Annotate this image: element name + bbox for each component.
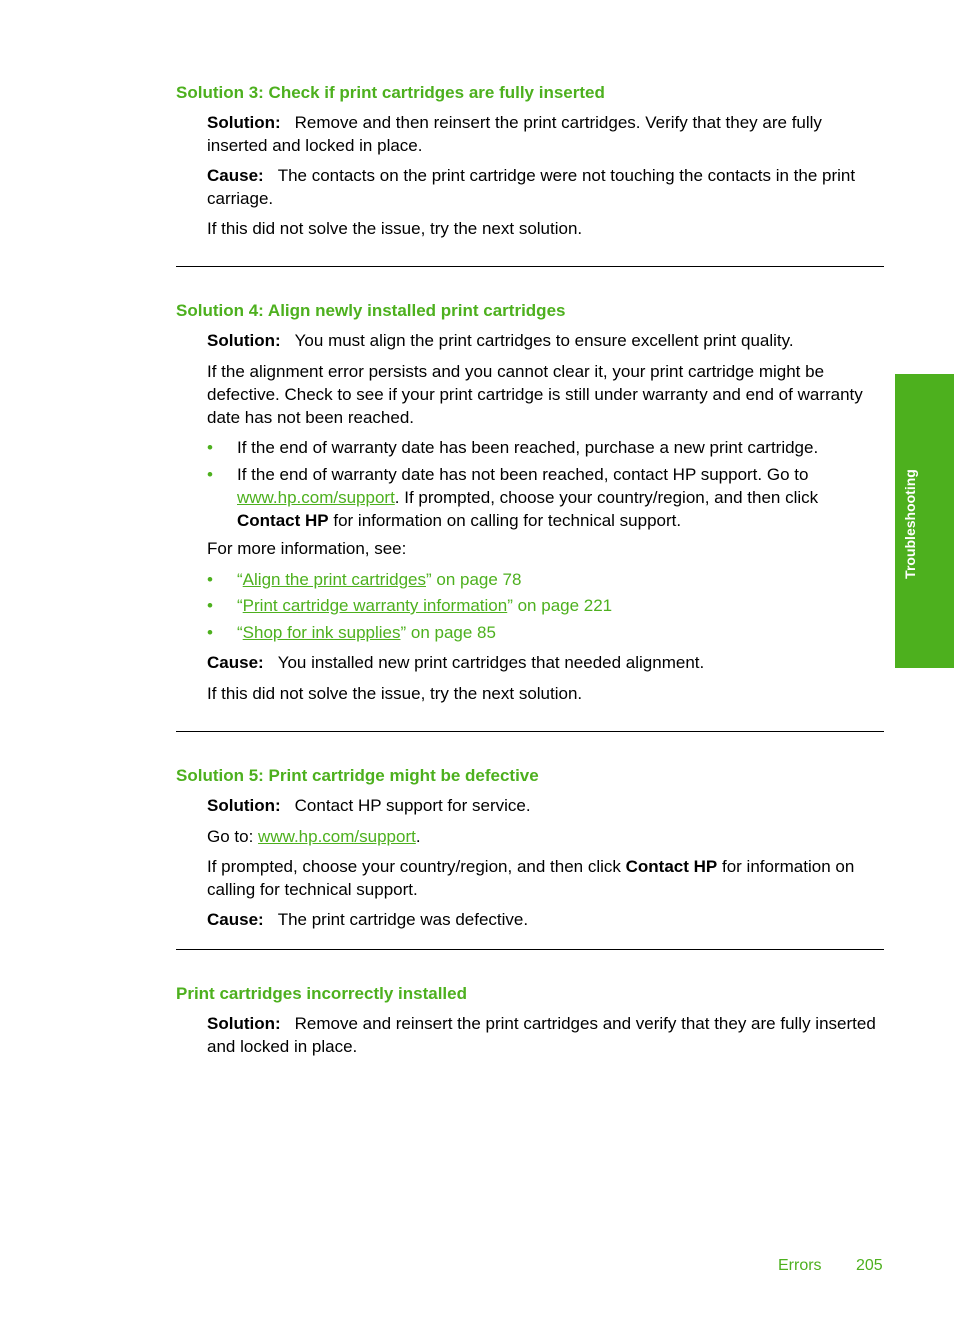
reference-page: ” on page 85 <box>400 623 496 642</box>
reference-text <box>237 568 877 591</box>
solution-4-solution <box>207 329 883 352</box>
cause-text: The print cartridge was defective. <box>277 910 529 929</box>
bullet-text-post: for information on calling for technical support. <box>333 511 682 530</box>
solution-5-prompted <box>207 855 883 901</box>
solution-text: You must align the print cartridges to ensure excellent print quality. <box>294 331 794 350</box>
solution-4-heading: Solution 4: Align newly installed print cartridges <box>176 301 566 320</box>
solution-4-next: If this did not solve the issue, try the next solution. <box>207 684 583 703</box>
solution-5-goto <box>207 825 883 848</box>
bullet-icon: • <box>207 596 213 615</box>
bullet-icon: • <box>207 623 213 642</box>
solution-label: Solution: <box>207 1014 281 1033</box>
solution-3-cause <box>207 164 883 210</box>
solution-label: Solution: <box>207 331 281 350</box>
warranty-info-link[interactable]: Print cartridge warranty information <box>242 596 508 615</box>
contact-hp-bold: Contact HP <box>237 511 329 530</box>
solution-label: Solution: <box>207 113 281 132</box>
prompted-pre: If prompted, choose your country/region, and then click <box>207 857 621 876</box>
cause-text: The contacts on the print cartridge were not touching the contacts in the print carriage. <box>207 166 856 208</box>
bullet-text-mid: . If prompted, choose your country/region, and then click <box>394 488 819 507</box>
solution-text: Remove and reinsert the print cartridges and verify that they are fully inserted and locked in place. <box>207 1014 876 1056</box>
shop-ink-link[interactable]: Shop for ink supplies <box>242 623 401 642</box>
cause-text: You installed new print cartridges that needed alignment. <box>277 653 705 672</box>
section-divider <box>176 731 884 732</box>
hp-support-link[interactable]: www.hp.com/support <box>258 827 416 846</box>
reference-text <box>237 594 877 617</box>
footer-section-name: Errors <box>778 1257 822 1274</box>
solution-3-heading: Solution 3: Check if print cartridges are fully inserted <box>176 83 605 102</box>
cause-label: Cause: <box>207 910 264 929</box>
solution-4-cause <box>207 651 883 674</box>
side-tab-label: Troubleshooting <box>902 469 918 579</box>
bullet-icon: • <box>207 465 213 484</box>
goto-label: Go to: <box>207 827 254 846</box>
quote-open: “ <box>237 596 243 615</box>
quote-open: “ <box>237 570 243 589</box>
reference-text <box>237 621 877 644</box>
cause-label: Cause: <box>207 166 264 185</box>
more-info-text: For more information, see: <box>207 539 407 558</box>
solution-3-solution <box>207 111 883 157</box>
prompted-post: for information on calling for technical support. <box>207 857 855 899</box>
cause-label: Cause: <box>207 653 264 672</box>
bullet-text-pre: If the end of warranty date has not been reached, contact HP support. Go to <box>237 465 809 484</box>
bullet-icon: • <box>207 570 213 589</box>
quote-open: “ <box>237 623 243 642</box>
section-divider <box>176 949 884 950</box>
incorrectly-installed-solution <box>207 1012 883 1058</box>
solution-5-heading: Solution 5: Print cartridge might be defective <box>176 766 539 785</box>
page-number: 205 <box>856 1257 883 1274</box>
solution-text: Contact HP support for service. <box>294 796 531 815</box>
goto-period: . <box>415 827 421 846</box>
list-item-text <box>237 463 877 532</box>
incorrectly-installed-heading: Print cartridges incorrectly installed <box>176 984 467 1003</box>
align-cartridges-link[interactable]: Align the print cartridges <box>242 570 426 589</box>
solution-5-solution <box>207 794 883 817</box>
hp-support-link[interactable]: www.hp.com/support <box>237 488 395 507</box>
solution-3-next: If this did not solve the issue, try the next solution. <box>207 219 583 238</box>
bullet-icon: • <box>207 438 213 457</box>
reference-page: ” on page 78 <box>426 570 522 589</box>
solution-text: Remove and then reinsert the print cartridges. Verify that they are fully inserted and locked in place. <box>207 113 822 155</box>
list-item-text: If the end of warranty date has been reached, purchase a new print cartridge. <box>237 438 819 457</box>
solution-label: Solution: <box>207 796 281 815</box>
solution-4-alignment-paragraph: If the alignment error persists and you cannot clear it, your print cartridge might be defective. Check to see if your print cartridge is still under warranty and end of warranty date has not been reached. <box>207 362 863 427</box>
reference-page: ” on page 221 <box>507 596 613 615</box>
contact-hp-bold: Contact HP <box>625 857 718 876</box>
solution-5-cause <box>207 908 883 931</box>
section-divider <box>176 266 884 267</box>
troubleshooting-side-tab <box>895 374 954 668</box>
